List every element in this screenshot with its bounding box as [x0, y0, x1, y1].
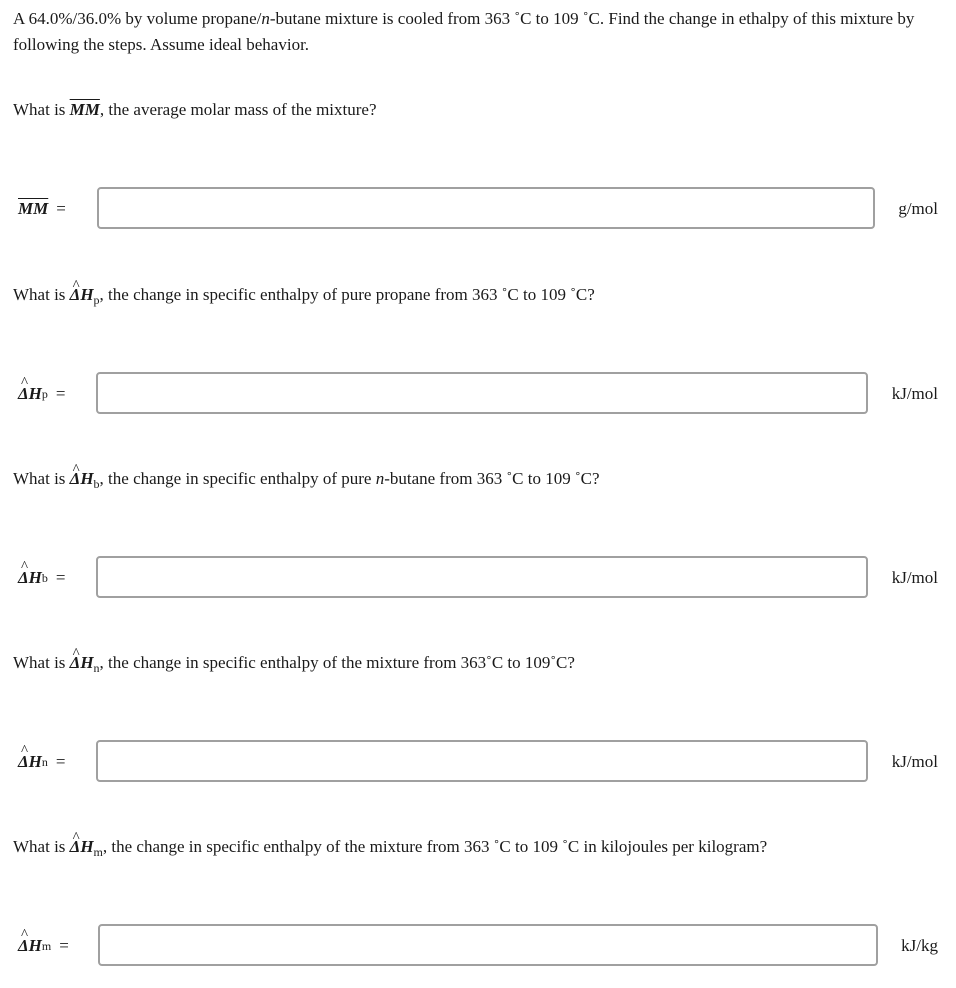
equals-sign: =: [59, 936, 69, 955]
question-average-molar-mass: [13, 99, 377, 121]
answer-row-delta-h-n: [0, 740, 956, 784]
question-suffix: , the change in specific enthalpy of the mixture from 363˚C to 109˚C?: [99, 653, 575, 672]
field-symbol: ^ ΔH: [18, 752, 42, 772]
delta-h-symbol: ^ ΔH: [70, 836, 94, 858]
problem-statement: A 64.0%/36.0% by volume propane/n-butane mixture is cooled from 363 ˚C to 109 ˚C. Find the change in ethalpy of this mixture by following the steps. Assume ideal behavior.: [13, 9, 915, 54]
unit-label: kJ/kg: [901, 936, 938, 955]
unit-label: kJ/mol: [891, 752, 938, 771]
field-symbol: $\overline{MM}$: [18, 199, 49, 218]
symbol-subscript: p: [93, 293, 100, 307]
unit-label: kJ/mol: [891, 384, 938, 403]
delta-h-symbol: ^ ΔH: [70, 652, 94, 674]
question-suffix-post: -butane from 363 ˚C to 109 ˚C?: [384, 469, 600, 488]
answer-row-delta-h-b: [0, 556, 956, 600]
question-prefix: What is: [13, 653, 70, 672]
question-suffix: , the change in specific enthalpy of pure propane from 363 ˚C to 109 ˚C?: [99, 285, 595, 304]
answer-row-delta-h-p: [0, 372, 956, 416]
equals-sign: =: [56, 199, 66, 218]
field-label-delta-h-m: ^ ΔH m =: [18, 924, 69, 968]
field-symbol: ^ ΔH: [18, 936, 42, 956]
field-label-delta-h-n: ^ ΔH n =: [18, 740, 65, 784]
italic-n: n: [261, 9, 270, 28]
answer-row-delta-h-m: [0, 924, 956, 968]
question-delta-h-mixture-mol: [13, 652, 575, 674]
field-label-mm: [18, 187, 66, 231]
delta-h-m-input[interactable]: [98, 924, 878, 966]
question-delta-h-mixture-kg: [13, 836, 767, 858]
answer-row-mm: [0, 187, 956, 231]
unit-label: g/mol: [898, 199, 938, 218]
mm-input[interactable]: [97, 187, 875, 229]
question-prefix: What is: [13, 100, 70, 119]
delta-h-p-input[interactable]: [96, 372, 868, 414]
equals-sign: =: [55, 384, 66, 403]
delta-h-symbol: ^ ΔH: [70, 284, 94, 306]
unit-label: kJ/mol: [891, 568, 938, 587]
question-suffix: , the average molar mass of the mixture?: [99, 100, 377, 119]
question-prefix: What is: [13, 285, 70, 304]
field-label-delta-h-b: ^ ΔH b =: [18, 556, 65, 600]
question-suffix: , the change in specific enthalpy of the mixture from 363 ˚C to 109 ˚C in kilojoules per kilogram?: [102, 837, 768, 856]
field-symbol: ^ ΔH: [18, 568, 42, 588]
delta-h-n-input[interactable]: [96, 740, 868, 782]
symbol-subscript: b: [93, 477, 100, 491]
question-suffix-italic: n: [375, 469, 385, 488]
symbol-subscript: n: [93, 661, 100, 675]
question-delta-h-propane: [13, 284, 595, 306]
mm-symbol: $\overline{MM}$: [69, 100, 100, 119]
question-prefix: What is: [13, 837, 70, 856]
field-label-delta-h-p: ^ ΔH p =: [18, 372, 65, 416]
delta-h-b-input[interactable]: [96, 556, 868, 598]
symbol-subscript: m: [93, 845, 103, 859]
question-suffix-pre: , the change in specific enthalpy of pure: [99, 469, 376, 488]
question-delta-h-butane: [13, 468, 600, 490]
equals-sign: =: [55, 568, 66, 587]
equals-sign: =: [55, 752, 66, 771]
delta-h-symbol: ^ ΔH: [70, 468, 94, 490]
question-prefix: What is: [13, 469, 70, 488]
field-symbol: ^ ΔH: [18, 384, 42, 404]
